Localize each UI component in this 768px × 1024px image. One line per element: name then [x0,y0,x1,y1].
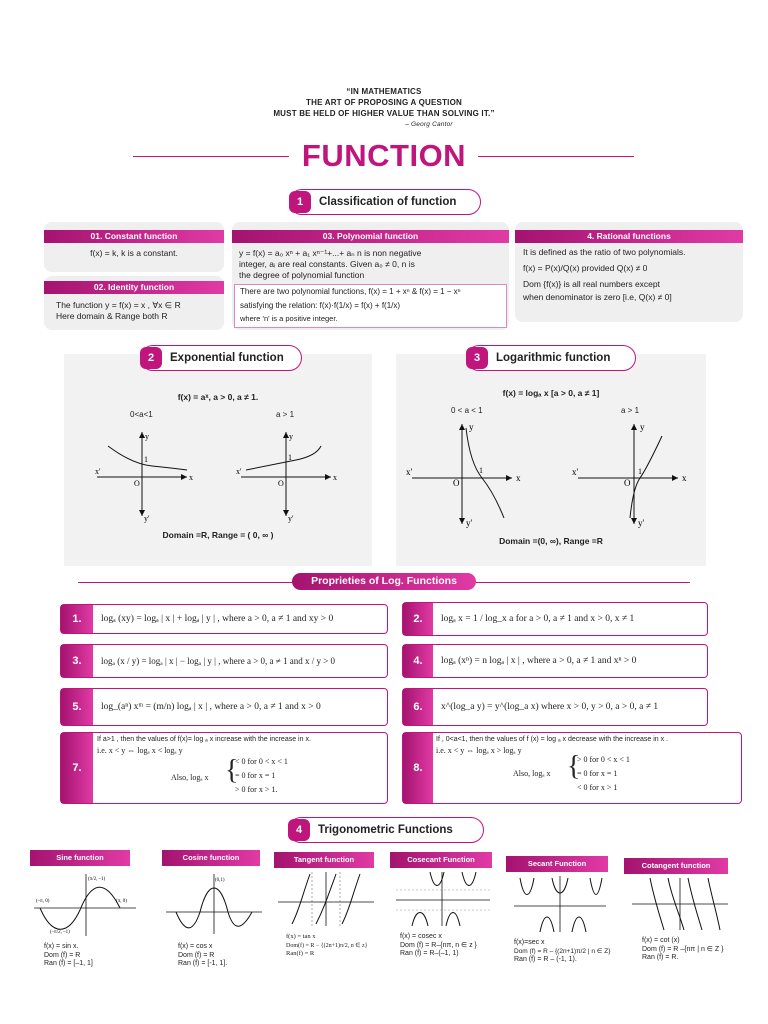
section-label: Logarithmic function [496,352,611,364]
property-8-line-2: i.e. x < y ⇔ logₐ x > logₐ y [436,746,522,755]
property-text: logₐ x = 1 / log_x a for a > 0, a ≠ 1 and x > 0, x ≠ 1 [441,614,635,624]
secant-function-card [506,856,616,965]
property-number: 3. [61,645,93,677]
quote-line-2: THE ART OF PROPOSING A QUESTION [306,98,462,107]
logarithmic-graph-increasing [570,418,700,530]
log-property-8 [402,732,742,804]
property-7-line-2: i.e. x < y ⇔ logₐ x < logₐ y [97,746,183,755]
constant-function-text: f(x) = k, k is a constant. [90,248,178,258]
axis-label-one: 1 [479,466,483,475]
rational-line-1: It is defined as the ratio of two polynomials. [523,247,686,257]
property-7-case-1: < 0 for 0 < x < 1 [235,757,288,766]
property-text: logₐ (xⁿ) = n logₐ | x | , where a > 0, a ≠ 1 and xⁿ > 0 [441,656,637,666]
log-property-7 [60,732,388,804]
secant-line-1: f(x)=sec x [514,939,545,946]
section-label: Classification of function [319,196,457,208]
cosecant-line-3: Ran (f) = R–(–1, 1) [400,950,459,957]
cosine-line-2: Dom (f) = R [178,951,215,959]
axis-label-x: x [516,473,521,483]
polynomial-box-line-1: There are two polynomial functions, f(x) = 1 + xⁿ & f(x) = 1 − xⁿ [240,287,461,296]
polynomial-box-line-2: satisfying the relation: f(x)·f(1/x) = f(x) + f(1/x) [240,301,401,310]
cosecant-line-1: f(x) = cosec x [400,933,442,940]
sine-graph [30,866,140,938]
secant-function-tag: Secant Function [506,856,608,872]
rational-line-3: Dom {f(x)} is all real numbers except [523,279,660,289]
property-text: logₐ (x / y) = logₐ | x | − logₐ | y | , where a > 0, a ≠ 1 and x / y > 0 [101,656,336,666]
cotangent-function-card [624,858,736,963]
identity-function-text-1: The function y = f(x) = x , ∀x ∈ R [56,300,181,310]
polynomial-function-card [232,222,509,330]
axis-label-xp: x' [572,467,579,477]
axis-label-xp: x' [95,467,101,476]
brace-icon: { [567,751,581,782]
property-text: logₐ (xy) = logₐ | x | + logₐ | y | , where a > 0, a ≠ 1 and xy > 0 [101,614,334,624]
polynomial-box-line-3: where 'n' is a positive integer. [240,314,338,323]
tangent-line-3: Ran(f) = R [286,950,315,957]
logarithmic-formula: f(x) = logₐ x [a > 0, a ≠ 1] [502,388,600,398]
property-text: log_(aⁿ) xᵐ = (m/n) logₐ | x | , where a > 0, a ≠ 1 and x > 0 [101,702,321,712]
polynomial-line-2: integer, aᵢ are real constants. Given a₀ ≠ 0, n is [239,259,415,269]
secant-line-3: Ran (f) = R – (-1, 1). [514,956,577,963]
axis-label-xp: x' [236,467,242,476]
sine-line-2: Dom (f) = R [44,951,81,959]
axis-label-origin: O [134,479,140,488]
section-number: 3 [466,347,488,369]
log-property-1 [60,604,388,634]
property-number: 8. [403,733,433,803]
section-exponential-pill [140,345,302,371]
axis-label-origin: O [278,479,284,488]
axis-label-y: y [640,422,645,432]
cotangent-line-1: f(x) = cot (x) [642,937,680,944]
section-label: Exponential function [170,352,284,364]
section-number: 1 [289,191,311,213]
brace-icon: { [225,755,239,786]
cosine-line-3: Ran (f) = [-1, 1]. [178,960,228,967]
axis-label-yp: y' [638,518,645,528]
rational-function-header: 4. Rational functions [515,230,743,243]
log-property-2 [402,602,708,636]
cotangent-function-tag: Cotangent function [624,858,728,874]
exponential-case-2: a > 1 [276,410,295,419]
axis-label-origin: O [453,478,460,488]
axis-label-y: y [469,422,474,432]
tangent-function-card [274,852,380,959]
axis-label-one: 1 [638,467,642,476]
rational-function-card [515,222,743,322]
exponential-domain-range: Domain =R, Range = ( 0, ∞ ) [162,530,274,540]
property-text: x^(log_a y) = y^(log_a x) where x > 0, y > 0, a > 0, a ≠ 1 [441,702,659,712]
cosecant-function-card [390,852,498,959]
sine-line-3: Ran (f) = [–1, 1] [44,960,93,967]
cosine-line-1: f(x) = cos x [178,943,213,950]
axis-label-x: x [189,473,193,482]
log-property-5 [60,688,388,726]
exponential-graph-increasing [236,424,346,524]
quote-line-3: MUST BE HELD OF HIGHER VALUE THAN SOLVING IT.” [273,109,495,118]
cosecant-function-tag: Cosecant Function [390,852,492,868]
identity-function-text-2: Here domain & Range both R [56,311,168,321]
tangent-line-1: f(x) = tan x [286,933,316,940]
quote-line-1: “IN MATHEMATICS [346,87,422,96]
axis-label-yp: y' [144,514,150,523]
constant-function-card [44,222,224,272]
logarithmic-case-2: a > 1 [621,406,640,415]
quote-author: – Georg Cantor [405,121,453,128]
section-number: 4 [288,819,310,841]
constant-function-header: 01. Constant function [44,230,224,243]
sine-label-right: (π, 0) [116,899,127,904]
tangent-graph [274,868,380,928]
identity-function-header: 02. Identity function [44,281,224,294]
property-number: 2. [403,603,433,635]
axis-label-yp: y' [288,514,294,523]
logarithmic-graph-decreasing [404,418,534,530]
cosine-graph [162,866,266,938]
section-trigonometric-pill [288,817,484,843]
property-number: 1. [61,605,93,633]
axis-label-one: 1 [288,453,292,462]
property-number: 5. [61,689,93,725]
cosine-label-top: (0,1) [215,878,225,883]
property-7-case-2: = 0 for x = 1 [235,771,276,780]
logarithmic-case-1: 0 < a < 1 [451,406,483,415]
secant-line-2: Dom (f) = R – {(2n+1)π/2 | n ∈ Z} [514,947,611,955]
property-number: 6. [403,689,433,725]
exponential-graph-decreasing [92,424,202,524]
axis-label-one: 1 [144,455,148,464]
property-8-case-3: < 0 for x > 1 [577,783,618,792]
axis-label-x: x [682,473,687,483]
log-property-3 [60,644,388,678]
property-8-case-1: > 0 for 0 < x < 1 [577,755,630,764]
cosecant-line-2: Dom (f) = R–{nπ, n ∈ z } [400,941,477,949]
log-property-6 [402,688,708,726]
section-classification-pill [289,189,481,215]
cotangent-graph [624,874,736,932]
property-8-case-2: = 0 for x = 1 [577,769,618,778]
cosine-function-card [162,850,266,969]
property-8-body [433,733,741,803]
log-property-4 [402,644,708,678]
property-7-line-1: If a>1 , then the values of f(x)= log ₐ x increase with the increase in x. [97,736,311,743]
sine-label-bottom: (–π/2, –1) [50,930,70,935]
axis-label-y: y [145,432,149,441]
axis-label-x: x [333,473,337,482]
quote-block [0,86,768,130]
section-label: Trigonometric Functions [318,824,453,836]
polynomial-relation-box [234,284,507,328]
polynomial-line-1: y = f(x) = a₀ xⁿ + a₁ xⁿ⁻¹+...+ aₙ n is non negative [239,248,422,258]
properties-banner: Proprieties of Log. Functions [292,573,476,590]
tangent-line-2: Dom(f) = R − {(2n+1)π/2, n ∈ z} [286,942,368,949]
cotangent-line-3: Ran (f) = R. [642,954,679,961]
section-number: 2 [140,347,162,369]
property-number: 7. [61,733,93,803]
polynomial-function-header: 03. Polynomial function [232,230,509,243]
logarithmic-domain-range: Domain =(0, ∞), Range =R [499,536,603,546]
cotangent-line-2: Dom (f) = R –{nπ | n ∈ Z } [642,945,724,953]
property-8-also: Also, logₐ x [513,769,551,778]
property-8-line-1: If , 0<a<1, then the values of f (x) = log ₐ x decrease with the increase in x . [436,736,668,743]
axis-label-xp: x' [406,467,413,477]
rational-line-4: when denominator is zero [i.e, Q(x) ≠ 0] [523,292,672,302]
page-title: FUNCTION [301,138,467,173]
axis-label-yp: y' [466,518,473,528]
sine-function-tag: Sine function [30,850,130,866]
section-logarithmic-pill [466,345,636,371]
tangent-function-tag: Tangent function [274,852,374,868]
polynomial-line-3: the degree of polynomial function [239,270,365,280]
property-7-body [93,733,387,803]
exponential-case-1: 0<a<1 [130,410,153,419]
sine-function-card [30,850,140,969]
cosecant-graph [390,868,498,928]
sine-line-1: f(x) = sin x. [44,943,79,950]
secant-graph [506,872,616,934]
property-7-also: Also, logₐ x [171,773,209,782]
axis-label-origin: O [624,478,631,488]
cosine-function-tag: Cosine function [162,850,260,866]
axis-label-y: y [289,432,293,441]
identity-function-card [44,276,224,330]
property-number: 4. [403,645,433,677]
sine-label-top: (π/2, –1) [88,877,106,882]
exponential-formula: f(x) = aˣ, a > 0, a ≠ 1. [177,392,259,402]
rational-line-2: f(x) = P(x)/Q(x) provided Q(x) ≠ 0 [523,263,648,273]
sine-label-left: (–π, 0) [36,899,50,904]
property-7-case-3: > 0 for x > 1. [235,785,278,794]
